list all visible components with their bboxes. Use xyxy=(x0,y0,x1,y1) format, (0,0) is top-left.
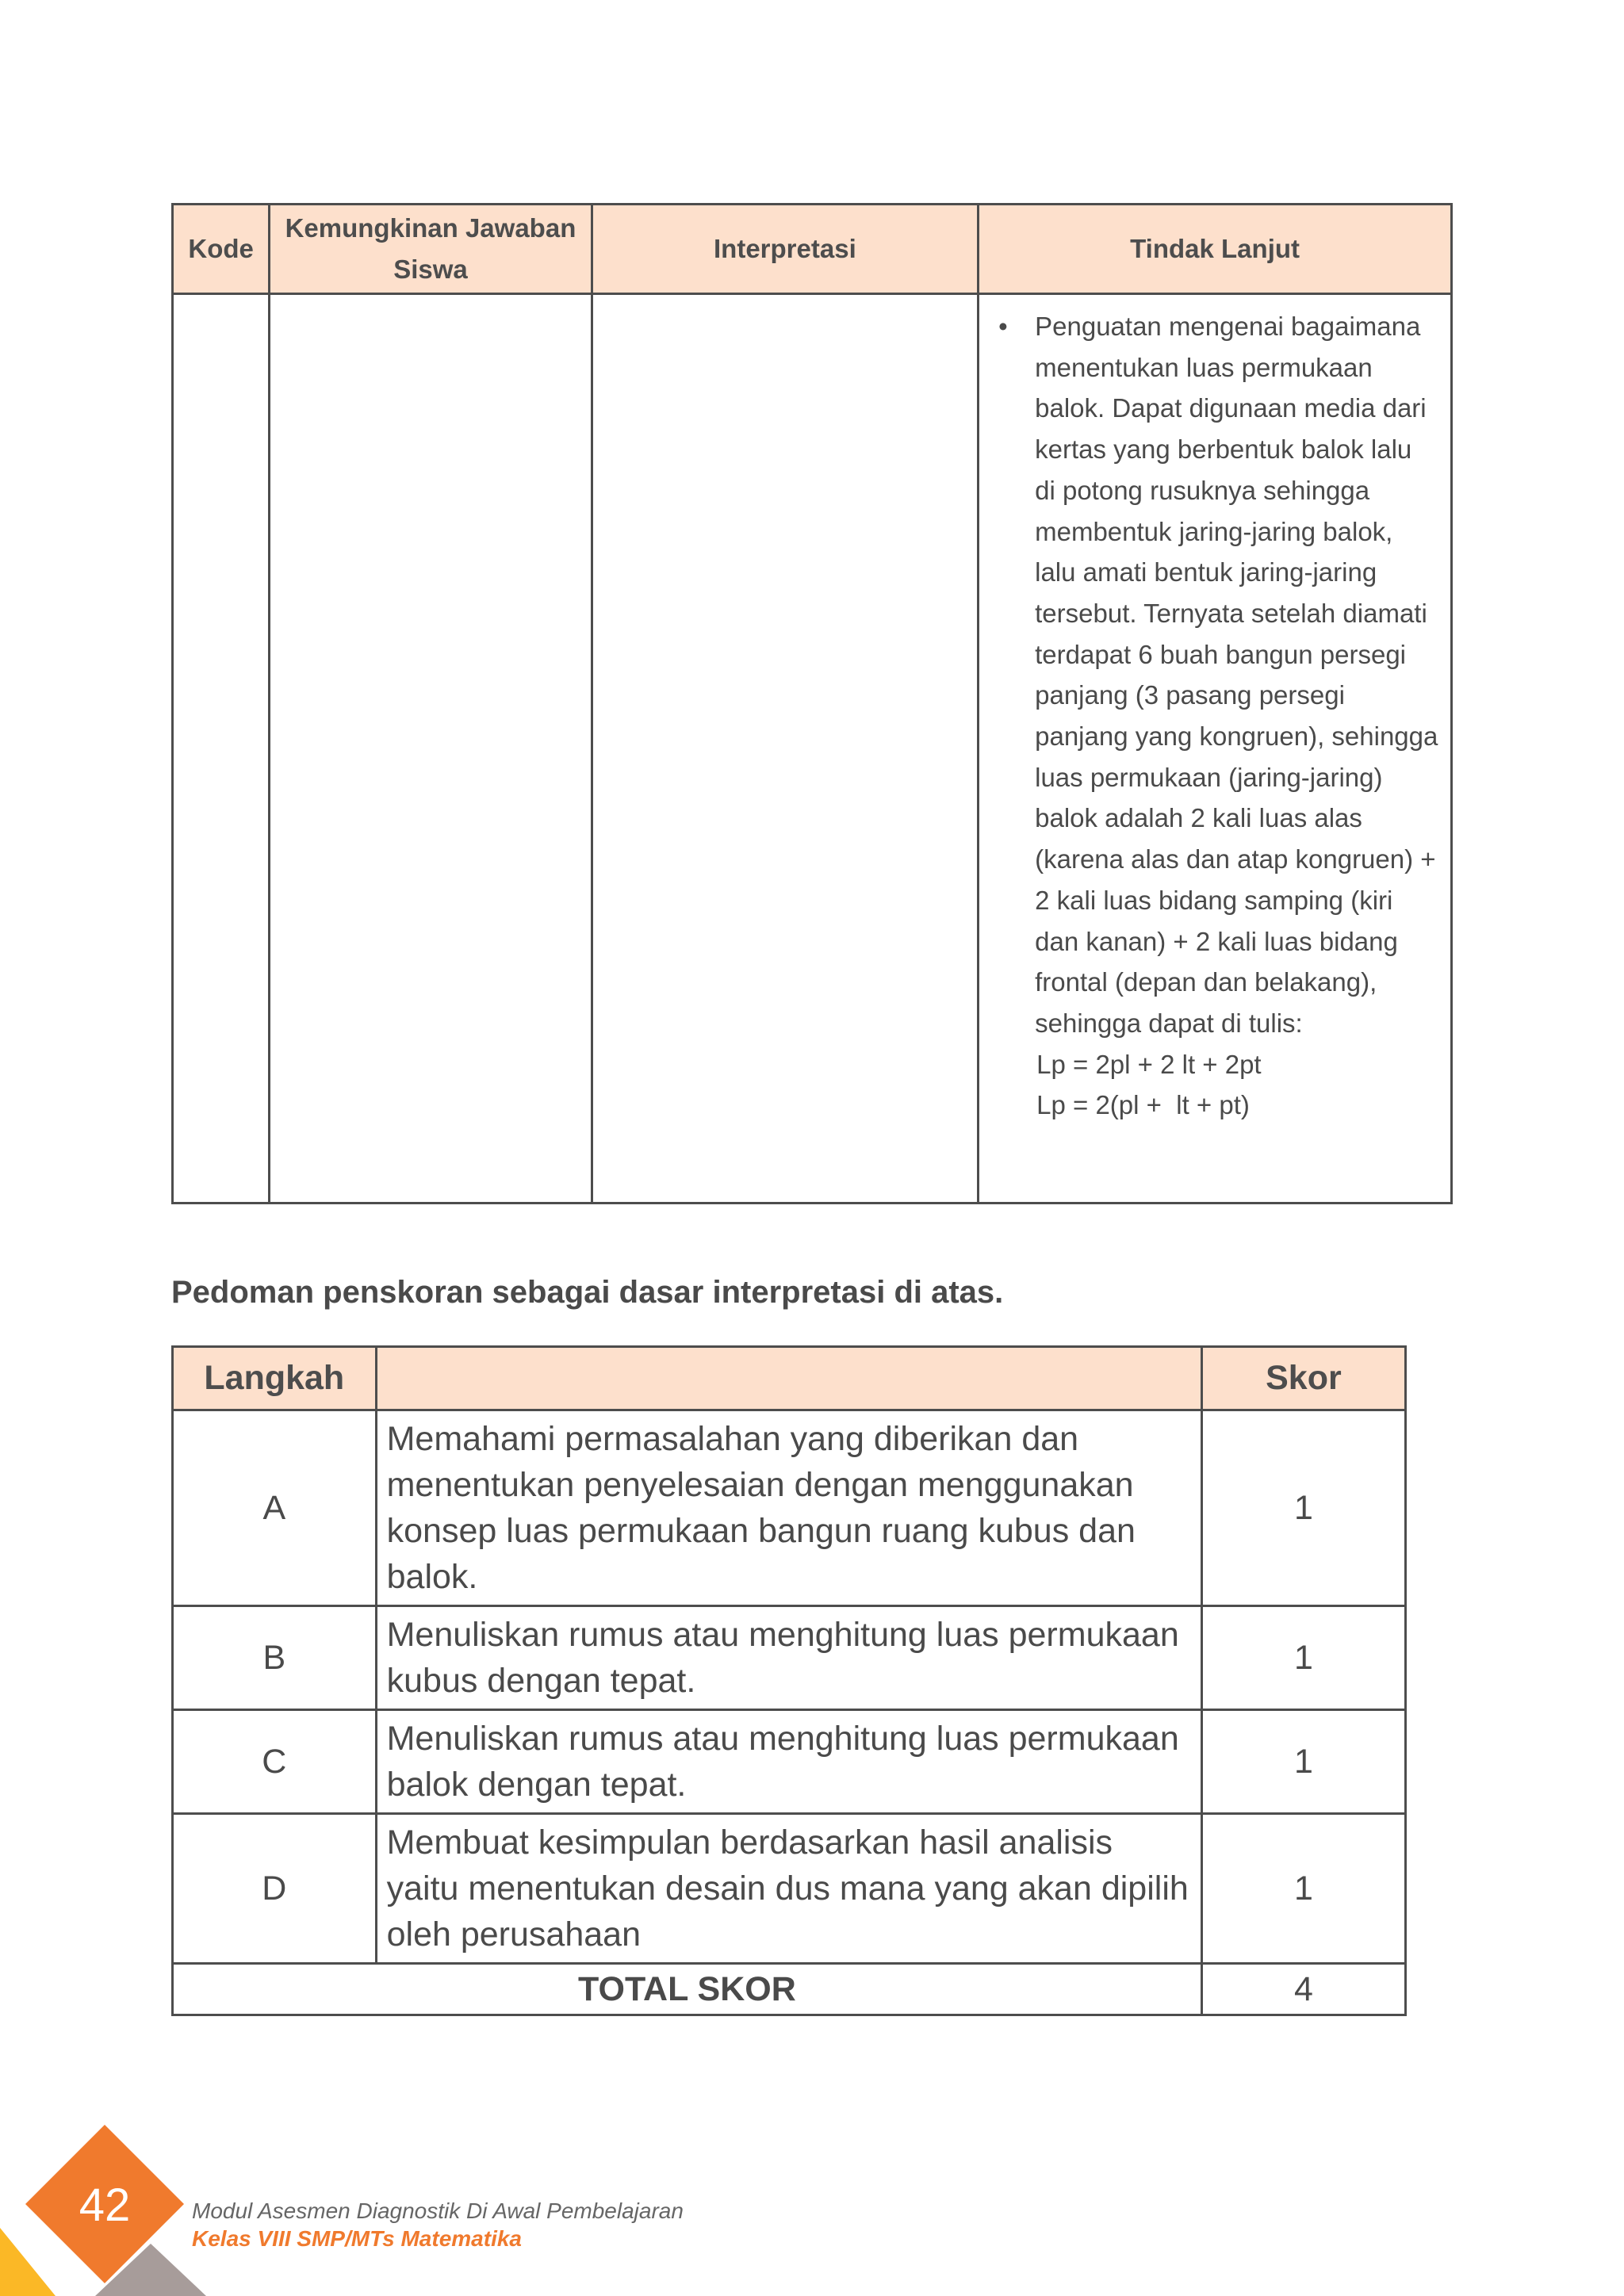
formula-line-1: Lp = 2pl + 2 lt + 2pt xyxy=(1036,1049,1262,1079)
skor-cell: 1 xyxy=(1201,1606,1405,1710)
cell-kemungkinan-jawaban xyxy=(270,294,592,1203)
header-skor: Skor xyxy=(1201,1347,1405,1410)
total-score-label: TOTAL SKOR xyxy=(173,1964,1202,2015)
description-cell: Menuliskan rumus atau menghitung luas permukaan kubus dengan tepat. xyxy=(376,1606,1201,1710)
total-score-value: 4 xyxy=(1201,1964,1405,2015)
header-kemungkinan-jawaban: Kemungkinan Jawaban Siswa xyxy=(270,205,592,294)
table-row xyxy=(173,1606,1406,1710)
header-kode: Kode xyxy=(173,205,270,294)
langkah-cell: A xyxy=(173,1410,377,1606)
skor-cell: 1 xyxy=(1201,1410,1405,1606)
langkah-cell: C xyxy=(173,1710,377,1814)
cell-interpretasi xyxy=(592,294,978,1203)
description-cell: Memahami permasalahan yang diberikan dan menentukan penyelesaian dengan menggunakan konsep luas permukaan bangun ruang kubus dan balok. xyxy=(376,1410,1201,1606)
tindak-lanjut-text: Penguatan mengenai bagaimana menentukan luas permukaan balok. Dapat digunaan media dari kertas yang berbentuk balok lalu di potong rusuknya sehingga membentuk jaring-jaring balok, lalu amati bentuk jaring-jaring tersebut. Ternyata setelah diamati terdapat 6 buah bangun persegi panjang (3 pasang persegi panjang yang kongruen), sehingga luas permukaan (jaring-jaring) balok adalah 2 kali luas alas (karena alas dan atap kongruen) + 2 kali luas bidang samping (kiri dan kanan) + 2 kali luas bidang frontal (depan dan belakang), sehingga dapat di tulis: xyxy=(1035,312,1438,1038)
yellow-diamond-shape xyxy=(0,2228,56,2296)
follow-up-row xyxy=(173,294,1452,1203)
table-row xyxy=(173,1814,1406,1964)
table-row xyxy=(173,1710,1406,1814)
cell-tindak-lanjut xyxy=(979,294,1452,1203)
description-cell: Membuat kesimpulan berdasarkan hasil analisis yaitu menentukan desain dus mana yang akan dipilih oleh perusahaan xyxy=(376,1814,1201,1964)
header-deskripsi xyxy=(376,1347,1201,1410)
skor-cell: 1 xyxy=(1201,1710,1405,1814)
langkah-cell: B xyxy=(173,1606,377,1710)
formula-line-2: Lp = 2(pl + lt + pt) xyxy=(1036,1090,1250,1120)
page-number: 42 xyxy=(79,2179,131,2231)
scoring-guide-heading: Pedoman penskoran sebagai dasar interpretasi di atas. xyxy=(171,1275,1004,1310)
header-langkah: Langkah xyxy=(173,1347,377,1410)
follow-up-table xyxy=(171,203,1453,1204)
scoring-table xyxy=(171,1345,1407,2016)
cell-kode xyxy=(173,294,270,1203)
skor-cell: 1 xyxy=(1201,1814,1405,1964)
header-interpretasi: Interpretasi xyxy=(592,205,978,294)
header-tindak-lanjut: Tindak Lanjut xyxy=(979,205,1452,294)
description-cell: Menuliskan rumus atau menghitung luas permukaan balok dengan tepat. xyxy=(376,1710,1201,1814)
langkah-cell: D xyxy=(173,1814,377,1964)
follow-up-header-row xyxy=(173,205,1452,294)
total-row xyxy=(173,1964,1406,2015)
bullet-marker: • xyxy=(998,312,1008,341)
table-row xyxy=(173,1410,1406,1606)
footer-class-subject: Kelas VIII SMP/MTs Matematika xyxy=(192,2226,522,2251)
footer-module-title: Modul Asesmen Diagnostik Di Awal Pembelajaran xyxy=(192,2198,684,2223)
scoring-header-row xyxy=(173,1347,1406,1410)
